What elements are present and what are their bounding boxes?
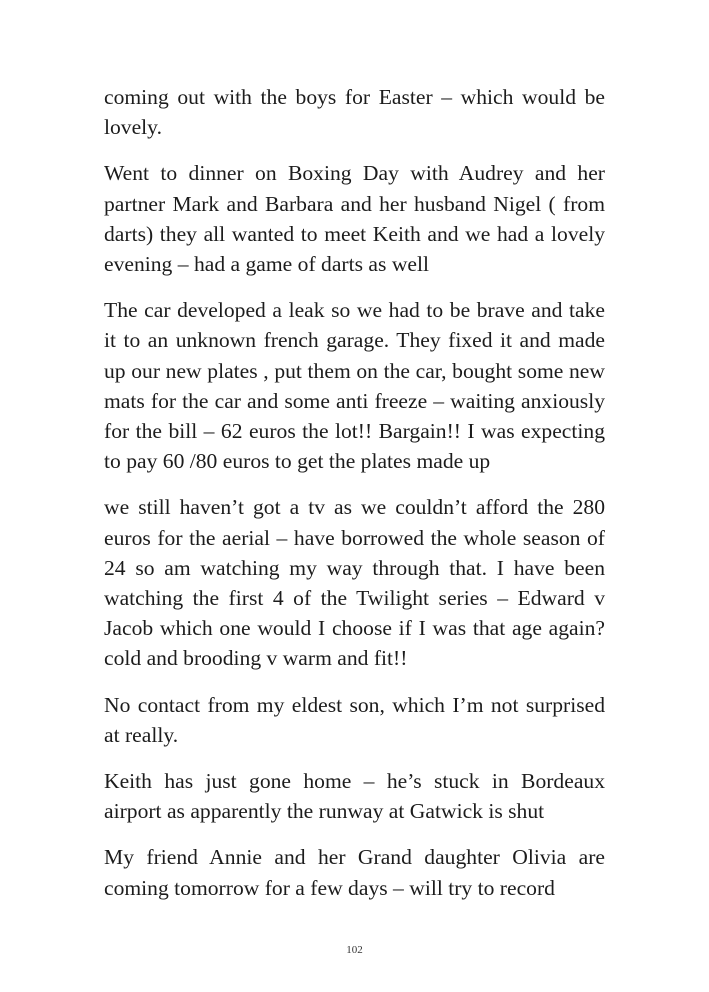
paragraph-easter: coming out with the boys for Easter – which would be lovely.: [104, 85, 605, 140]
paragraph-keith-airport: Keith has just gone home – he’s stuck in Bordeaux airport as apparently the runway at Gatwick is shut: [104, 769, 605, 824]
paragraph-annie-olivia: My friend Annie and her Grand daughter Olivia are coming tomorrow for a few days – will try to record: [104, 845, 605, 900]
paragraph-tv-twilight: we still haven’t got a tv as we couldn’t afford the 280 euros for the aerial – have borrowed the whole season of 24 so am watching my way through that. I have been watching the first 4 of the Twilight series – Edward v Jacob which one would I choose if I was that age again? cold and brooding v warm and fit!!: [104, 495, 605, 671]
paragraph-eldest-son: No contact from my eldest son, which I’m not surprised at really.: [104, 692, 605, 747]
paragraph-car-garage: The car developed a leak so we had to be brave and take it to an unknown french garage. They fixed it and made up our new plates , put them on the car, bought some new mats for the car and some anti freeze – waiting anxiously for the bill – 62 euros the lot!! Bargain!! I was expecting to pay 60 /80 euros to get the plates made up: [104, 298, 605, 474]
paragraph-boxing-day: Went to dinner on Boxing Day with Audrey and her partner Mark and Barbara and her husband Nigel ( from darts) they all wanted to meet Keith and we had a lovely evening – had a game of darts as well: [104, 161, 605, 277]
page-number: 102: [346, 944, 363, 956]
page-body: [104, 82, 605, 903]
